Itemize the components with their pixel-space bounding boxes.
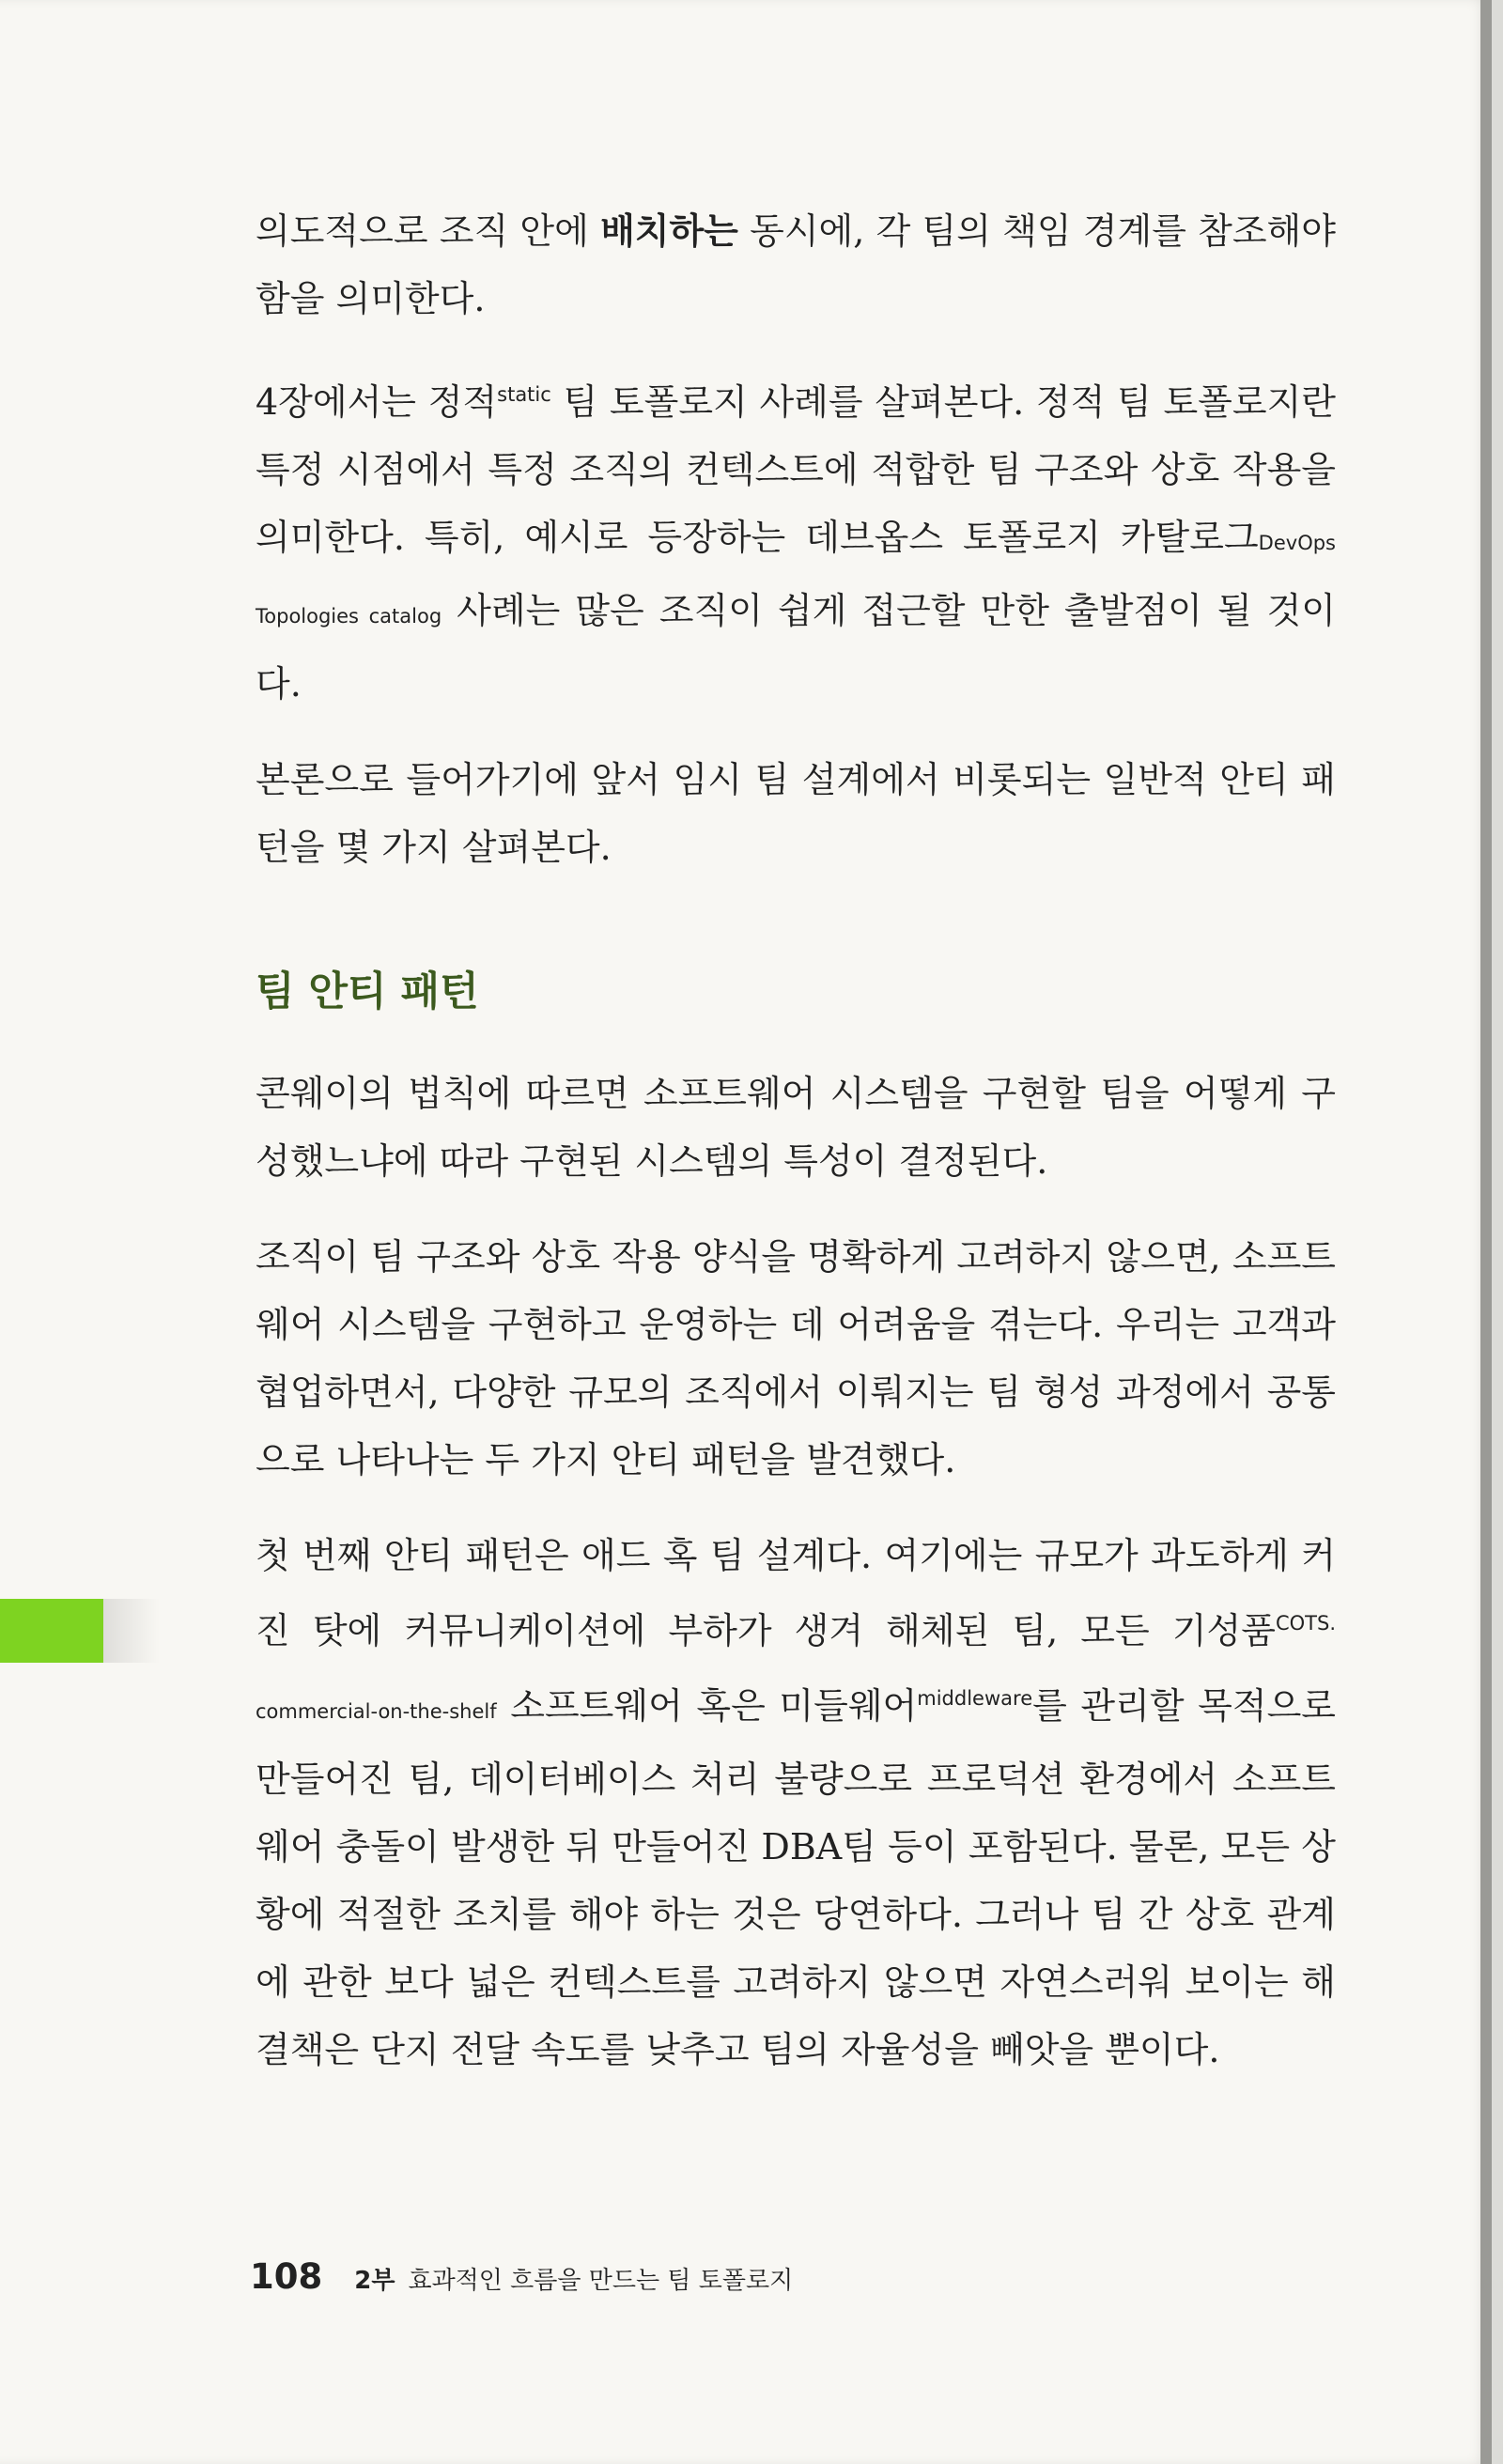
paragraph-1 — [256, 197, 1336, 333]
chapter-tab-marker — [0, 1599, 103, 1663]
p6-note-cots-expansion: commercial-on-the-shelf — [256, 1700, 497, 1723]
p6-text-c: 를 관리할 목적으로 만들어진 팀, 데이터베이스 처리 불량으로 프로덕션 환경에서 소프트웨어 충돌이 발생한 뒤 만들어진 DBA팀 등이 포함된다. 물론, 모든 상황에 적절한 조치를 해야 하는 것은 당연하다. 그러나 팀 간 상호 관계에 관한 보다 넓은 컨텍스트를 고려하지 않으면 자연스러워 보이는 해결책은 단지 전달 속도를 낮추고 팀의 자율성을 빼앗을 뿐이다. — [256, 1685, 1337, 2070]
page-edge — [1480, 0, 1492, 2464]
p6-text-b: 소프트웨어 혹은 미들웨어 — [496, 1685, 918, 1727]
paragraph-6 — [256, 1522, 1336, 2084]
p2-text-b: 팀 토폴로지 사례를 살펴본다. 정적 팀 토폴로지란 특정 시점에서 특정 조직의 컨텍스트에 적합한 팀 구조와 상호 작용을 의미한다. 특히, 예시로 등장하는 데브옵스 토폴로지 카탈로그 — [256, 381, 1336, 558]
part-label: 2부 — [354, 2267, 395, 2295]
paragraph-3: 본론으로 들어가기에 앞서 임시 팀 설계에서 비롯되는 일반적 안티 패턴을 몇 가지 살펴본다. — [256, 759, 1336, 868]
p1-text-start: 의도적으로 조직 안에 — [256, 210, 601, 252]
chapter-tab-shadow — [103, 1599, 160, 1663]
p1-bold-term: 배치하는 — [600, 209, 738, 252]
paragraph-5: 조직이 팀 구조와 상호 작용 양식을 명확하게 고려하지 않으면, 소프트웨어 시스템을 구현하고 운영하는 데 어려움을 겪는다. 우리는 고객과 협업하면서, 다양한 규모의 조직에서 이뤄지는 팀 형성 과정에서 공통으로 나타나는 두 가지 안티 패턴을 발견했다. — [256, 1236, 1336, 1480]
p2-note-static: static — [497, 383, 551, 406]
p6-text-a: 첫 번째 안티 패턴은 애드 혹 팀 설계다. 여기에는 규모가 과도하게 커진 탓에 커뮤니케이션에 부하가 생겨 해체된 팀, 모든 기성품 — [256, 1535, 1336, 1651]
paragraph-2 — [256, 361, 1336, 718]
p6-note-cots: COTS. — [1275, 1612, 1336, 1635]
p2-note-devops-catalog: DevOps Topologies catalog — [256, 532, 1336, 628]
p6-note-middleware: middleware — [917, 1687, 1033, 1710]
p2-text-a: 4장에서는 정적 — [256, 381, 498, 423]
p1-text-end: 동시에, 각 팀의 책임 경계를 참조해야 함을 의미한다. — [256, 210, 1336, 319]
p2-text-c: 사례는 많은 조직이 쉽게 접근할 만한 출발점이 될 것이다. — [256, 590, 1336, 705]
section-heading: 팀 안티 패턴 — [256, 969, 479, 1015]
page-footer — [250, 2256, 793, 2297]
paragraph-4: 콘웨이의 법칙에 따르면 소프트웨어 시스템을 구현할 팀을 어떻게 구성했느냐에 따라 구현된 시스템의 특성이 결정된다. — [256, 1073, 1336, 1182]
page-number: 108 — [250, 2256, 323, 2297]
running-title: 효과적인 흐름을 만드는 팀 토폴로지 — [408, 2267, 794, 2295]
body-text — [256, 197, 1336, 2112]
